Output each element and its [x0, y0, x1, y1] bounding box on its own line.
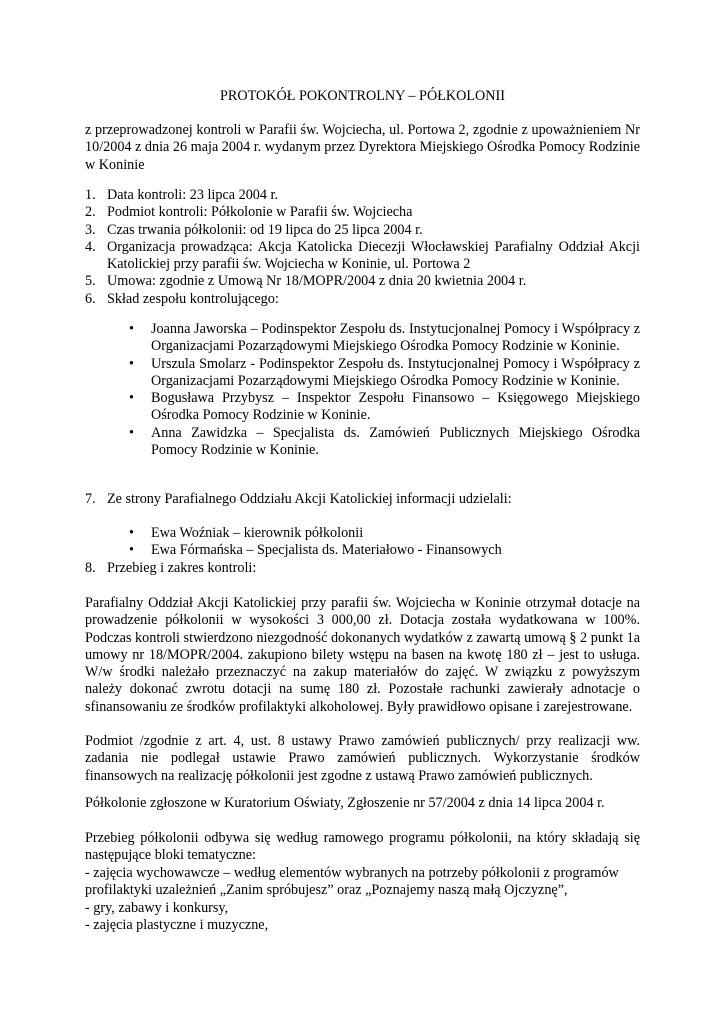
- list-item: 4. Organizacja prowadząca: Akcja Katolicka Diecezji Włocławskiej Parafialny Oddział Akcji Katolickiej przy parafii św. Wojciecha w Koninie, ul. Portowa 2: [85, 238, 640, 273]
- bullet-icon: •: [129, 321, 134, 337]
- list-item: 6. Skład zespołu kontrolującego:: [85, 290, 279, 307]
- list-item: 5. Umowa: zgodnie z Umową Nr 18/MOPR/2004 z dnia 20 kwietnia 2004 r.: [85, 273, 527, 290]
- bullet-icon: •: [129, 424, 134, 441]
- informants-list: [85, 525, 640, 560]
- list-item: 1. Data kontroli: 23 lipca 2004 r.: [85, 187, 279, 203]
- list-item: - zajęcia wychowawcze – według elementów wybranych na potrzeby półkolonii z programów profilaktyki uzależnień „Zanim spróbujesz” oraz „Poznajemy naszą małą Ojczyznę”,: [85, 865, 619, 899]
- numbered-list: [85, 187, 640, 308]
- document-title: PROTOKÓŁ POKONTROLNY – PÓŁKOLONII: [220, 88, 505, 104]
- intro-paragraph: z przeprowadzonej kontroli w Parafii św. Wojciecha, ul. Portowa 2, zgodnie z upoważnieniem Nr 10/2004 z dnia 26 maja 2004 r. wydanym przez Dyrektora Miejskiego Ośrodka Pomocy Rodzinie w Koninie: [85, 122, 640, 173]
- list-item: - zajęcia plastyczne i muzyczne,: [85, 916, 269, 933]
- list-item: - gry, zabawy i konkursy,: [85, 899, 229, 916]
- list-item: • Urszula Smolarz - Podinspektor Zespołu ds. Instytucjonalnej Pomocy i Współpracy z Organizacjami Pozarządowymi Miejskiego Ośrodka Pomocy Rodzinie w Koninie.: [85, 356, 640, 391]
- paragraph: Półkolonie zgłoszone w Kuratorium Oświaty, Zgłoszenie nr 57/2004 z dnia 14 lipca 2004 r.: [85, 795, 605, 811]
- list-item: • Bogusława Przybysz – Inspektor Zespołu Finansowo – Księgowego Miejskiego Ośrodka Pomocy Rodzinie w Koninie.: [85, 390, 640, 425]
- team-list: [85, 321, 640, 459]
- paragraph: Przebieg półkolonii odbywa się według ramowego programu półkolonii, na który składają się następujące bloki tematyczne:: [85, 830, 640, 864]
- list-item: 2. Podmiot kontroli: Półkolonie w Parafii św. Wojciecha: [85, 204, 413, 221]
- bullet-icon: •: [129, 542, 134, 559]
- list-item: • Ewa Woźniak – kierownik półkolonii: [85, 525, 640, 542]
- list-item: 3. Czas trwania półkolonii: od 19 lipca do 25 lipca 2004 r.: [85, 221, 423, 238]
- list-item: • Joanna Jaworska – Podinspektor Zespołu ds. Instytucjonalnej Pomocy i Współpracy z Organizacjami Pozarządowymi Miejskiego Ośrodka Pomocy Rodzinie w Koninie.: [85, 321, 640, 356]
- list-item: 7. Ze strony Parafialnego Oddziału Akcji Katolickiej informacji udzielali:: [85, 491, 512, 507]
- bullet-icon: •: [129, 390, 134, 407]
- paragraph: Parafialny Oddział Akcji Katolickiej przy parafii św. Wojciecha w Koninie otrzymał dotacje na prowadzenie półkolonii w wysokości 3 000,00 zł. Dotacja została wydatkowana w 100%. Podczas kontroli stwierdzono niezgodność dokonanych wydatków z zawartą umową § 2 punkt 1a umowy nr 18/MOPR/2004. zakupiono bilety wstępu na basen na kwotę 180 zł – jest to usługa. W/w środki należało przeznaczyć na zakup materiałów do zajęć. W związku z powyższym należy dokonać zwrotu dotacji na sumę 180 zł. Pozostałe rachunki zawierały adnotacje o sfinansowaniu ze środków profilaktyki alkoholowej. Były prawidłowo opisane i zarejestrowane.: [85, 595, 640, 715]
- list-item: • Ewa Fórmańska – Specjalista ds. Materiałowo - Finansowych: [85, 542, 640, 559]
- paragraph: Podmiot /zgodnie z art. 4, ust. 8 ustawy Prawo zamówień publicznych/ przy realizacji ww. zadania nie podlegał ustawie Prawo zamówień publicznych. Wykorzystanie środków finansowych na realizację półkolonii jest zgodne z ustawą Prawo zamówień publicznych.: [85, 733, 640, 784]
- bullet-icon: •: [129, 525, 134, 541]
- topics-list: [85, 865, 640, 934]
- list-item: 8. Przebieg i zakres kontroli:: [85, 560, 257, 576]
- list-item: • Anna Zawidzka – Specjalista ds. Zamówień Publicznych Miejskiego Ośrodka Pomocy Rodzinie w Koninie.: [85, 425, 640, 460]
- bullet-icon: •: [129, 355, 134, 372]
